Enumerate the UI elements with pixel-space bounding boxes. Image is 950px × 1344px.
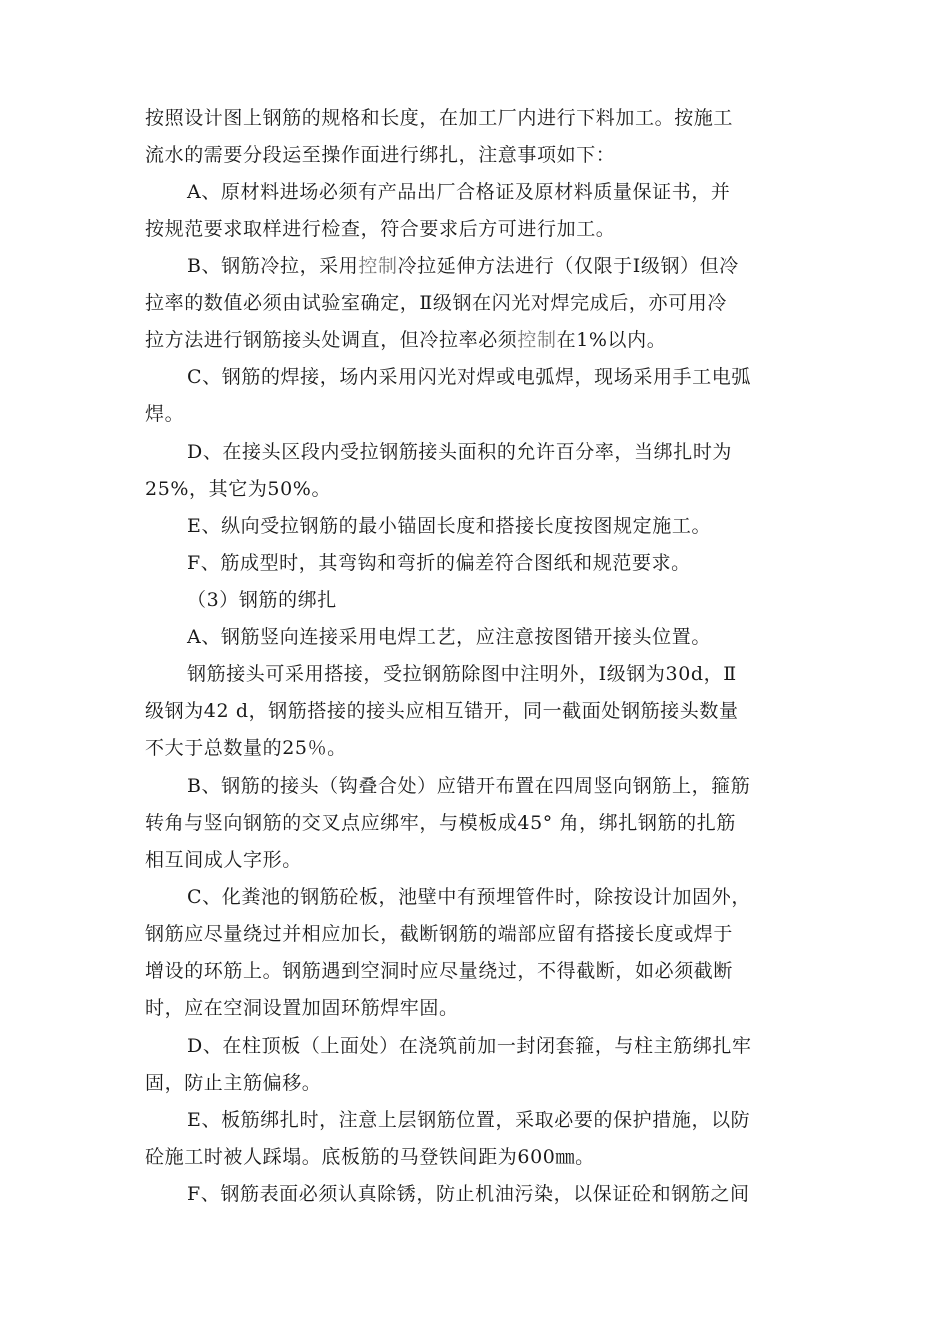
text-line: 25%，其它为50%。: [145, 478, 332, 500]
highlight-run: 控制: [358, 255, 398, 277]
text-line: [145, 328, 666, 352]
text-line: F、筋成型时，其弯钩和弯折的偏差符合图纸和规范要求。: [187, 552, 691, 574]
text-line: 相互间成人字形。: [145, 849, 302, 871]
text-line: 时，应在空洞设置加固环筋焊牢固。: [145, 997, 459, 1019]
text-line: 焊。: [145, 403, 185, 425]
text-run: 在1%以内。: [556, 329, 667, 351]
text-line: 钢筋应尽量绕过并相应加长，截断钢筋的端部应留有搭接长度或焊于: [145, 923, 734, 945]
text-line: C、钢筋的焊接，场内采用闪光对焊或电弧焊，现场采用手工电弧: [187, 366, 751, 388]
section-heading: （3）钢筋的绑扎: [187, 589, 337, 611]
text-line: 增设的环筋上。钢筋遇到空洞时应尽量绕过，不得截断，如必须截断: [145, 960, 734, 982]
text-line: 按照设计图上钢筋的规格和长度，在加工厂内进行下料加工。按施工: [145, 107, 734, 129]
text-run: 拉方法进行钢筋接头处调直，但冷拉率必须: [145, 329, 518, 351]
text-run: B、钢筋冷拉，采用: [187, 255, 359, 277]
text-line: E、纵向受拉钢筋的最小锚固长度和搭接长度按图规定施工。: [187, 515, 712, 537]
text-line: F、钢筋表面必须认真除锈，防止机油污染，以保证砼和钢筋之间: [187, 1183, 750, 1205]
text-line: C、化粪池的钢筋砼板，池壁中有预埋管件时，除按设计加固外，: [187, 886, 751, 908]
text-line: D、在柱顶板（上面处）在浇筑前加一封闭套箍，与柱主筋绑扎牢: [187, 1035, 752, 1057]
text-line: D、在接头区段内受拉钢筋接头面积的允许百分率，当绑扎时为: [187, 441, 733, 463]
text-line: B、钢筋的接头（钩叠合处）应错开布置在四周竖向钢筋上，箍筋: [187, 775, 751, 797]
text-line: 流水的需要分段运至操作面进行绑扎，注意事项如下：: [145, 144, 616, 166]
text-line: 不大于总数量的25％。: [145, 737, 347, 759]
text-line: 钢筋接头可采用搭接，受拉钢筋除图中注明外，Ⅰ级钢为30d，Ⅱ: [187, 663, 737, 685]
text-line: E、板筋绑扎时，注意上层钢筋位置，采取必要的保护措施，以防: [187, 1109, 751, 1131]
text-run: 冷拉延伸方法进行（仅限于Ⅰ级钢）但冷: [397, 255, 739, 277]
highlight-run: 控制: [517, 329, 557, 351]
text-line: 转角与竖向钢筋的交叉点应绑牢，与模板成45° 角，绑扎钢筋的扎筋: [145, 812, 736, 834]
text-line: A、钢筋竖向连接采用电焊工艺，应注意按图错开接头位置。: [187, 626, 711, 648]
text-line: [187, 254, 739, 278]
text-line: 固，防止主筋偏移。: [145, 1072, 322, 1094]
text-line: 按规范要求取样进行检查，符合要求后方可进行加工。: [145, 218, 616, 240]
text-line: 级钢为42 d，钢筋搭接的接头应相互错开，同一截面处钢筋接头数量: [145, 700, 739, 722]
text-line: A、原材料进场必须有产品出厂合格证及原材料质量保证书，并: [187, 181, 731, 203]
text-line: 砼施工时被人踩塌。底板筋的马登铁间距为600㎜。: [145, 1146, 595, 1168]
text-line: 拉率的数值必须由试验室确定，Ⅱ级钢在闪光对焊完成后，亦可用冷: [145, 292, 727, 314]
